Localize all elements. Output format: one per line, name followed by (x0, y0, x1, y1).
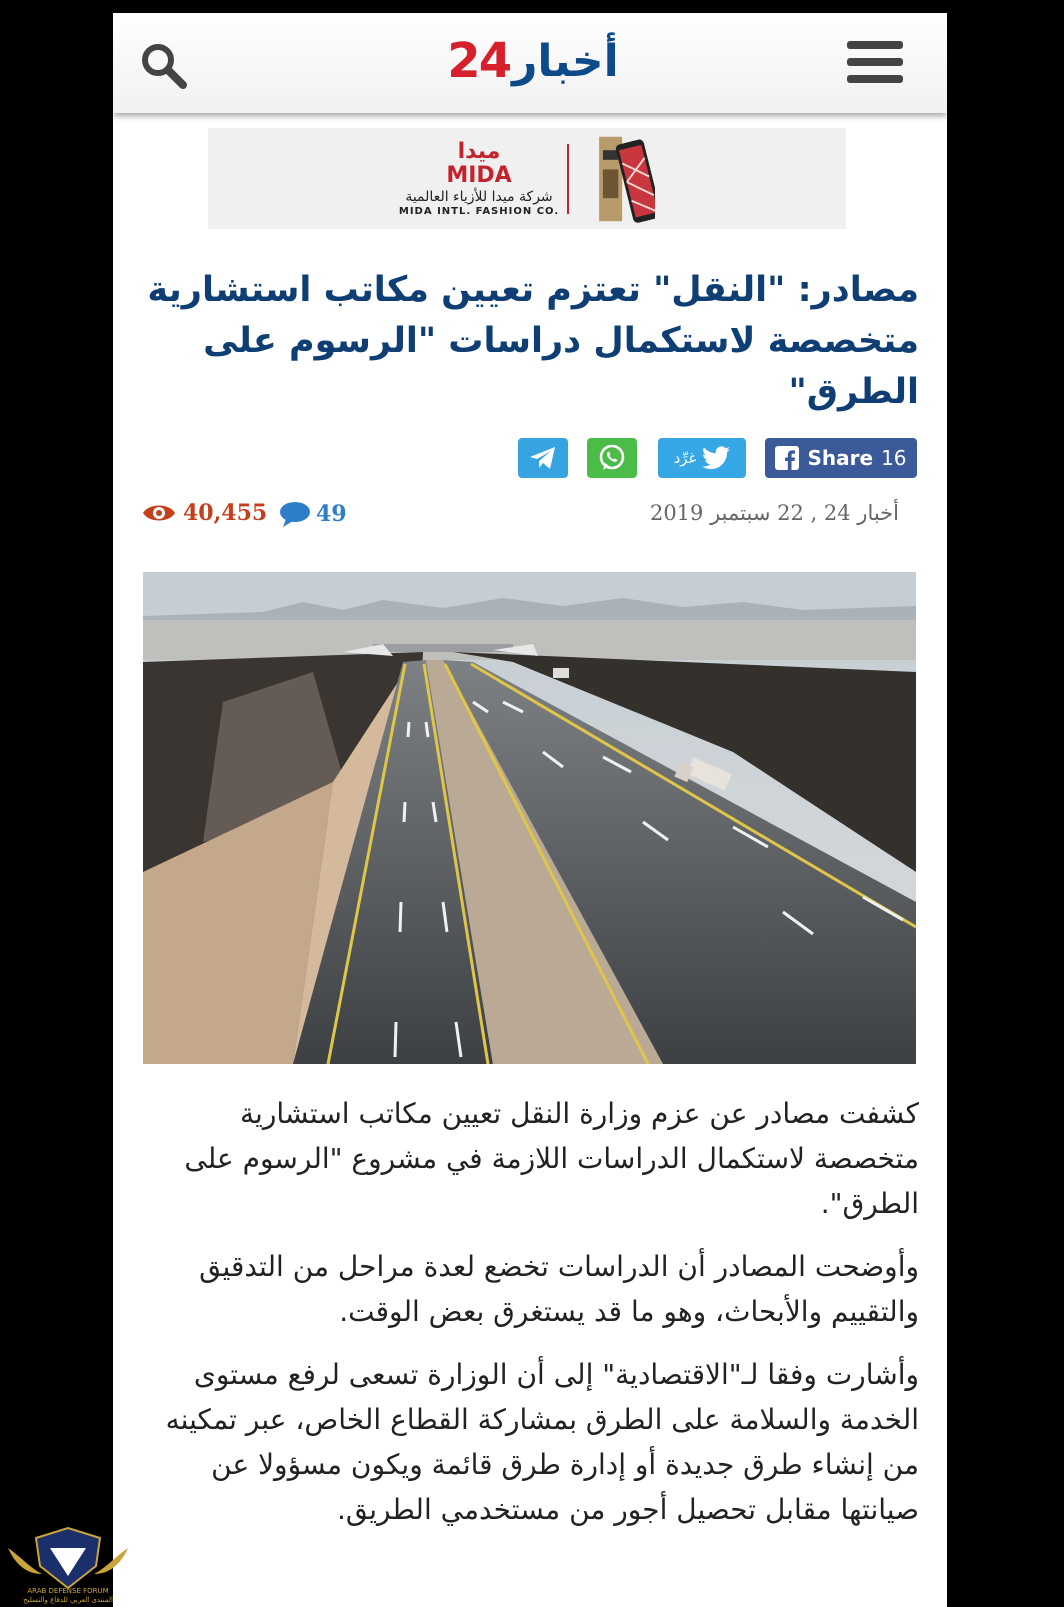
eye-icon (141, 501, 177, 525)
article-paragraph: كشفت مصادر عن عزم وزارة النقل تعيين مكاتب استشارية متخصصة لاستكمال الدراسات اللازمة في مشروع "الرسوم على الطرق". (184, 1097, 919, 1220)
watermark-text-en: ARAB DEFENSE FORUM (27, 1587, 109, 1595)
logo-word: أخبار (512, 35, 619, 87)
facebook-share-count: 16 (881, 446, 907, 470)
ad-brand-block (399, 140, 559, 217)
publish-date: 22 سبتمبر 2019 (649, 501, 804, 525)
telegram-icon (528, 445, 558, 471)
twitter-icon (702, 446, 730, 470)
search-icon (139, 41, 189, 91)
views-count: 40,455 (183, 500, 268, 526)
article-paragraph: وأوضحت المصادر أن الدراسات تخضع لعدة مراحل من التدقيق والتقييم والأبحاث، وهو ما قد يستغرق بعض الوقت. (199, 1250, 919, 1328)
whatsapp-share-button[interactable] (587, 438, 637, 478)
comments-count: 49 (316, 501, 347, 527)
logo-number: 24 (447, 33, 511, 89)
article-source: أخبار 24 (823, 501, 899, 525)
search-button[interactable] (139, 41, 189, 91)
hamburger-menu-icon[interactable] (847, 39, 903, 85)
views-counter (141, 500, 267, 526)
forum-watermark-logo (6, 1508, 130, 1604)
ad-brand-arabic-logo: ميدا (457, 139, 501, 164)
article-body (153, 1091, 919, 1550)
meta-separator: , (810, 501, 818, 525)
article-page (113, 13, 947, 1607)
article-photo-highway (143, 572, 916, 1064)
twitter-share-button[interactable] (658, 438, 746, 478)
site-header (113, 13, 947, 113)
ad-brand-latin: MIDA (446, 163, 512, 188)
ad-company-arabic: شركة ميدا للأزياء العالمية (405, 189, 553, 205)
article-paragraph: وأشارت وفقا لـ"الاقتصادية" إلى أن الوزارة تسعى لرفع مستوى الخدمة والسلامة على الطرق بمشاركة القطاع الخاص، عبر تمكينه من إنشاء طرق جديدة أو إدارة طرق قائمة ويكون مسؤولا عن صيانتها مقابل تحصيل أجور من مستخدمي الطريق. (165, 1358, 919, 1526)
article-meta-date (650, 501, 899, 525)
twitter-share-label: غرِّد (673, 449, 697, 467)
comment-bubble-icon (278, 500, 312, 528)
telegram-share-button[interactable] (518, 438, 568, 478)
comments-counter[interactable] (278, 500, 347, 528)
facebook-icon (775, 446, 799, 470)
whatsapp-icon (597, 443, 627, 473)
watermark-text-ar: المنتدى العربي للدفاع والتسليح (23, 1596, 113, 1604)
facebook-share-label: Share (807, 446, 874, 470)
ad-company-english: MIDA INTL. FASHION CO. (398, 206, 560, 217)
facebook-share-button[interactable] (765, 438, 917, 478)
site-logo[interactable] (413, 31, 653, 91)
advertisement-banner[interactable] (208, 128, 846, 229)
article-title: مصادر: "النقل" تعتزم تعيين مكاتب استشارية متخصصة لاستكمال دراسات "الرسوم على الطرق" (147, 270, 919, 412)
ad-product-image (597, 131, 655, 227)
ad-divider (567, 144, 569, 214)
